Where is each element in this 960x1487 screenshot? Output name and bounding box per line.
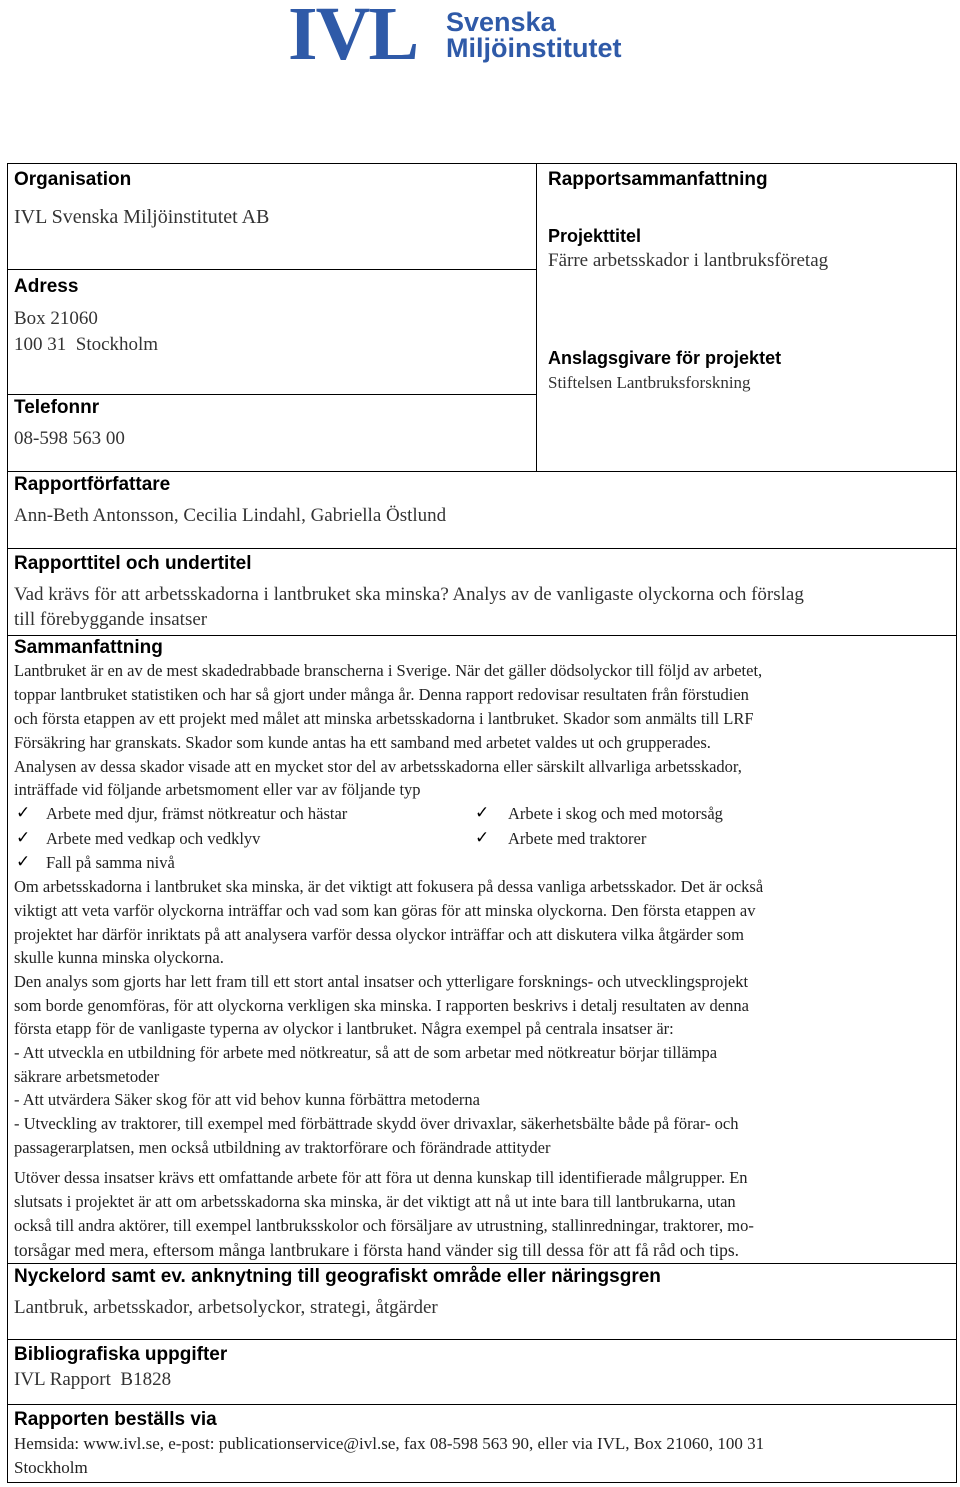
checkmark-icon: ✓: [16, 828, 31, 848]
divider-after-top-block: [7, 471, 957, 472]
checkmark-icon: ✓: [475, 828, 490, 848]
ivl-logo: [286, 0, 656, 80]
check-item: Arbete med vedkap och vedklyv: [46, 829, 261, 848]
organisation-value: IVL Svenska Miljöinstitutet AB: [14, 206, 270, 228]
check-item: Fall på samma nivå: [46, 853, 175, 872]
divider-after-keywords: [7, 1339, 957, 1340]
logo-line-1: Svenska: [446, 7, 556, 37]
summary-line: första etapp för de vanligaste typerna av olyckor i lantbruket. Några exempel på centrala insatser är:: [14, 1019, 674, 1038]
divider-after-organisation: [7, 269, 536, 270]
summary-label: Sammanfattning: [14, 637, 163, 658]
project-title-label: Projekttitel: [548, 226, 642, 246]
order-line-1: Hemsida: www.ivl.se, e-post: publicationservice@ivl.se, fax 08-598 563 90, eller via IVL, Box 21060, 100 31: [14, 1434, 765, 1453]
summary-line: toppar lantbruket statistiken och har så gjort under många år. Denna rapport redovisar resultaten från förstudien: [14, 685, 749, 704]
summary-line: Utöver dessa insatser krävs ett omfattande arbete för att föra ut denna kunskap till identifierade målgrupper. En: [14, 1168, 748, 1187]
keywords-value: Lantbruk, arbetsskador, arbetsolyckor, strategi, åtgärder: [14, 1297, 438, 1318]
checkmark-icon: ✓: [16, 852, 31, 872]
divider-after-address: [7, 394, 536, 395]
divider-after-bibliography: [7, 1404, 957, 1405]
keywords-label: Nyckelord samt ev. anknytning till geografiskt område eller näringsgren: [14, 1266, 661, 1287]
report-summary-heading: Rapportsammanfattning: [548, 169, 768, 190]
check-item: Arbete med djur, främst nötkreatur och hästar: [46, 804, 348, 823]
summary-line: projektet har därför inriktats på att analysera varför dessa olyckor inträffar och att diskutera vilka åtgärder som: [14, 925, 744, 944]
summary-line: Lantbruket är en av de mest skadedrabbade branscherna i Sverige. När det gäller dödsolyckor till följd av arbetet,: [14, 661, 763, 680]
summary-line: Analysen av dessa skador visade att en mycket stor del av arbetsskadorna eller särskilt allvarliga arbetsskador,: [14, 757, 742, 776]
address-line-2: 100 31 Stockholm: [14, 334, 159, 355]
summary-line: Den analys som gjorts har lett fram till ett stort antal insatser och ytterligare forsknings- och utvecklingsprojekt: [14, 972, 749, 991]
authors-value: Ann-Beth Antonsson, Cecilia Lindahl, Gabriella Östlund: [14, 505, 447, 526]
divider-after-title: [7, 635, 957, 636]
summary-line: skulle kunna minska olyckorna.: [14, 948, 224, 967]
summary-line: viktigt att veta varför olyckorna inträffar och vad som kan göras för att minska olyckorna. Den första etappen av: [14, 901, 756, 920]
summary-line: Försäkring har granskats. Skador som kunde antas ha ett samband med arbetet valdes ut och grupperades.: [14, 733, 711, 752]
summary-line: - Utveckling av traktorer, till exempel med förbättrade skydd över drivaxlar, säkerhetsbälte både på förar- och: [14, 1114, 739, 1133]
check-item: Arbete med traktorer: [508, 829, 647, 848]
address-line-1: Box 21060: [14, 308, 98, 329]
summary-line: - Att utvärdera Säker skog för att vid behov kunna förbättra metoderna: [14, 1090, 480, 1109]
report-title-line-2: till förebyggande insatser: [14, 609, 208, 630]
report-title-label: Rapporttitel och undertitel: [14, 553, 252, 574]
funder-value: Stiftelsen Lantbruksforskning: [548, 373, 751, 392]
column-divider: [536, 163, 537, 471]
bibliography-label: Bibliografiska uppgifter: [14, 1344, 228, 1365]
logo-mark: IVL: [288, 0, 418, 76]
funder-label: Anslagsgivare för projektet: [548, 348, 782, 368]
authors-label: Rapportförfattare: [14, 474, 171, 495]
check-item: Arbete i skog och med motorsåg: [508, 804, 723, 823]
summary-line: torsågar med mera, eftersom många lantbrukare i första hand vänder sig till dessa för att få råd och tips.: [14, 1240, 740, 1260]
summary-line: Om arbetsskadorna i lantbruket ska minska, är det viktigt att fokusera på dessa vanliga arbetsskador. Det är också: [14, 877, 764, 896]
summary-line: slutsats i projektet är att om arbetsskadorna ska minska, är det viktigt att nå ut inte bara till lantbrukarna, utan: [14, 1192, 736, 1211]
summary-line: också till andra aktörer, till exempel lantbruksskolor och försäljare av utrustning, stallinredningar, traktorer, mo-: [14, 1216, 754, 1235]
checkmark-icon: ✓: [475, 803, 490, 823]
phone-value: 08-598 563 00: [14, 428, 125, 449]
project-title-value: Färre arbetsskador i lantbruksföretag: [548, 250, 829, 271]
report-title-line-1: Vad krävs för att arbetsskadorna i lantbruket ska minska? Analys av de vanligaste olyckorna och förslag: [14, 584, 804, 605]
order-line-2: Stockholm: [14, 1458, 88, 1477]
address-label: Adress: [14, 276, 79, 297]
summary-line: inträffade vid följande arbetsmoment eller var av följande typ: [14, 780, 421, 799]
organisation-label: Organisation: [14, 169, 132, 190]
summary-line: säkrare arbetsmetoder: [14, 1067, 160, 1086]
summary-line: och första etappen av ett projekt med målet att minska arbetsskadorna i lantbruket. Skador som anmälts till LRF: [14, 709, 754, 728]
summary-line: som borde genomföras, för att olyckorna verkligen ska minska. I rapporten beskrivs i detalj resultaten av denna: [14, 996, 749, 1015]
divider-after-summary: [7, 1263, 957, 1264]
bibliography-value: IVL Rapport B1828: [14, 1369, 172, 1390]
logo-line-2: Miljöinstitutet: [446, 33, 622, 63]
divider-after-authors: [7, 548, 957, 549]
summary-line: passagerarplatsen, men också utbildning av traktorförare och förändrade attityder: [14, 1138, 551, 1157]
phone-label: Telefonnr: [14, 397, 100, 418]
checkmark-icon: ✓: [16, 803, 31, 823]
summary-line: - Att utveckla en utbildning för arbete med nötkreatur, så att de som arbetar med nötkreatur börjar tillämpa: [14, 1043, 718, 1062]
order-label: Rapporten beställs via: [14, 1409, 217, 1430]
